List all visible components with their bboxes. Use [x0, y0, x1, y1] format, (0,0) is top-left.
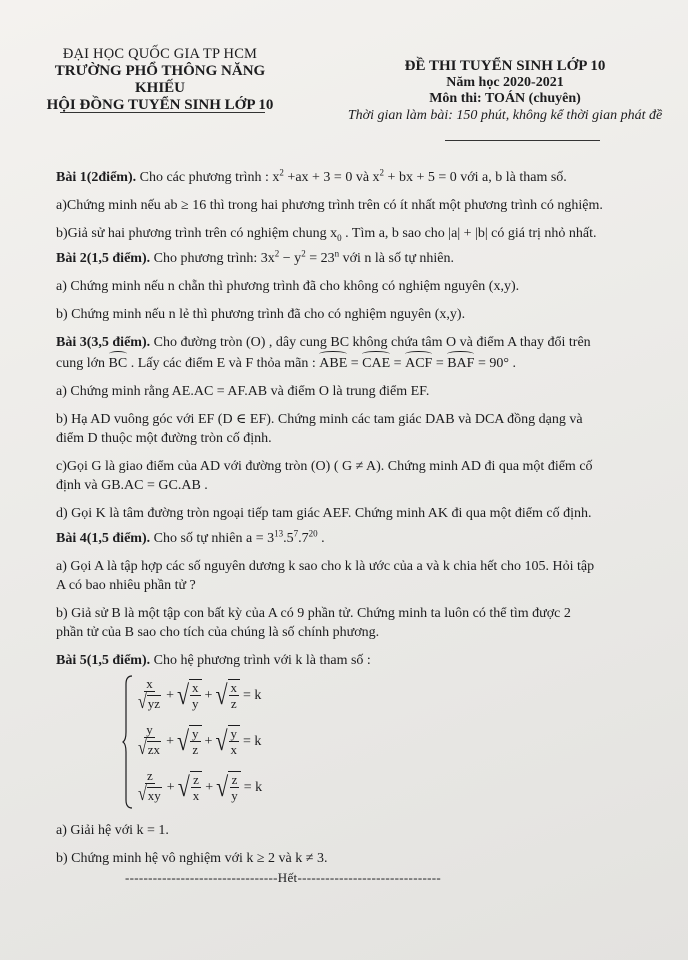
- equals-k: = k: [243, 779, 263, 795]
- bai3-part-c-2: định và GB.AC = GC.AB .: [56, 478, 208, 493]
- eq1-root2-num: x: [230, 680, 238, 695]
- bai2-part-b: b) Chứng minh nếu n lẻ thì phương trình đã cho có nghiệm nguyên (x,y).: [56, 307, 466, 322]
- eq2-root1-den: z: [192, 742, 199, 757]
- arc-bc: BC: [108, 356, 128, 371]
- bai5-title: Bài 5(1,5 điểm).: [56, 653, 151, 668]
- bai2-text: với n là số tự nhiên.: [339, 251, 455, 266]
- bai4-exp: 13: [274, 528, 284, 539]
- eq3-root2-num: z: [231, 772, 238, 787]
- plus-sign: +: [166, 779, 175, 795]
- duration: Thời gian làm bài: 150 phút, không kể thời gian phát đề: [347, 108, 663, 123]
- header-right-divider: [445, 140, 600, 141]
- header-left: [30, 46, 290, 114]
- bai1-b-text: b)Giả sử hai phương trình trên có nghiệm chung x: [56, 226, 338, 241]
- bai5-part-a: a) Giải hệ với k = 1.: [56, 823, 169, 838]
- eq2-root1-num: y: [192, 726, 199, 741]
- school-name: TRƯỜNG PHỔ THÔNG NĂNG KHIẾU: [54, 63, 266, 96]
- bai4-exp: 20: [308, 528, 318, 539]
- bai1-b-text: . Tìm a, b sao cho |a| + |b| có giá trị nhỏ nhất.: [341, 226, 597, 241]
- eq2-root2-den: x: [230, 742, 238, 757]
- plus-sign: +: [204, 733, 213, 749]
- plus-sign: +: [204, 687, 213, 703]
- equals-k: = k: [243, 687, 262, 703]
- eq3-numerator: z: [147, 768, 153, 783]
- bai3-intro: [56, 333, 676, 352]
- bai1-text: + bx + 5 = 0 với a, b là tham số.: [384, 170, 567, 185]
- bai3-part-b-1: b) Hạ AD vuông góc với EF (D ∈ EF). Chứng minh các tam giác DAB và DCA đồng dạng và: [56, 412, 583, 427]
- bai2-text: Cho phương trình: 3x: [150, 251, 275, 266]
- council-name: HỘI ĐỒNG TUYỂN SINH LỚP 10: [46, 97, 274, 113]
- bai4-title: Bài 4(1,5 điểm).: [56, 531, 151, 546]
- equation-row-1: x √ yz + √ $\frac{x}{y}$ + √ $\frac{x}{z}$ = k: [138, 676, 262, 713]
- bai3-intro-2: [56, 354, 676, 373]
- plus-sign: +: [205, 779, 214, 795]
- bai5-part-b: b) Chứng minh hệ vô nghiệm với k ≥ 2 và k ≠ 3.: [56, 851, 328, 866]
- equation-system: [122, 674, 676, 812]
- bai4-part-a-1: a) Gọi A là tập hợp các số nguyên dương k sao cho k là ước của a và k chia hết cho 105. Hỏi tập: [56, 559, 595, 574]
- eq2-root2-num: y: [230, 726, 238, 741]
- eq2-numerator: y: [146, 722, 153, 737]
- bai3-text: = 90° .: [474, 356, 516, 371]
- bai1-intro: Bài 1(2điểm). Cho các phương trình : $x^2 +ax + 3 = 0$ và $x^2$ + bx + 5 = 0 với a, b là tham số.: [56, 167, 567, 185]
- arc-baf: BAF: [447, 356, 475, 371]
- exam-body: [56, 168, 676, 868]
- bai1-text: Cho các phương trình : x: [136, 170, 280, 185]
- bai2-text: = 23: [305, 251, 335, 266]
- eq3-root2-den: y: [231, 788, 238, 803]
- bai3-part-a: a) Chứng minh rằng AE.AC = AF.AB và điểm O là trung điểm EF.: [56, 384, 430, 399]
- bai1-b-sub: 0: [337, 232, 342, 243]
- plus-sign: +: [166, 687, 174, 703]
- arc-acf: ACF: [405, 356, 433, 371]
- university-name: ĐẠI HỌC QUỐC GIA TP HCM: [62, 46, 258, 62]
- bai2-intro: Bài 2(1,5 điểm). Cho phương trình: $3x^2 - y^2 = 23^n$ với n là số tự nhiên.: [56, 248, 455, 266]
- bai3-text: cung lớn: [56, 356, 109, 371]
- arc-cae: CAE: [362, 356, 391, 371]
- bai5-intro: [56, 651, 676, 670]
- bai2-exponent: n: [334, 248, 340, 259]
- eq1-root2-den: z: [230, 696, 237, 711]
- bai4-text: Cho số tự nhiên a = 3: [150, 531, 275, 546]
- bai3-eq: =: [432, 356, 448, 371]
- subject: Môn thi: TOÁN (chuyên): [429, 91, 581, 106]
- bai3-text: Cho đường tròn (O) , dây cung BC không chứa tâm O và điểm A thay đổi trên: [150, 335, 591, 350]
- bai4-part-b-2: phần tử của B sao cho tích của chúng là số chính phương.: [56, 625, 380, 640]
- header-left-divider: [60, 112, 265, 113]
- bai2-title: Bài 2(1,5 điểm).: [56, 251, 151, 266]
- bai3-eq: =: [390, 356, 406, 371]
- eq3-root1-den: x: [192, 788, 200, 803]
- equation-row-3: z √ xy + √ $\frac{z}{x}$ + √ $\frac{z}{y}$ = k: [138, 768, 263, 805]
- bai3-part-b-2: điểm D thuộc một đường tròn cố định.: [56, 431, 272, 446]
- bai1-title: Bài 1(2điểm).: [56, 170, 137, 185]
- eq1-numerator: x: [146, 676, 153, 691]
- bai3-eq: =: [347, 356, 363, 371]
- equation-row-2: y √ zx + √ $\frac{y}{z}$ + √ $\frac{y}{x}$ = k: [138, 722, 262, 759]
- bai2-text: − y: [279, 251, 302, 266]
- bai4-text: .5: [283, 531, 294, 546]
- eq3-root1-num: z: [193, 772, 199, 787]
- exam-title: ĐỀ THI TUYỂN SINH LỚP 10: [404, 58, 606, 74]
- bai4-part-b-1: b) Giả sử B là một tập con bất kỳ của A có 9 phần tử. Chứng minh ta luôn có thể tìm được 2: [56, 606, 571, 621]
- end-marker: ---------------------------------Hết-------------------------------: [125, 870, 441, 885]
- bai4-text: .: [317, 531, 325, 546]
- equals-k: = k: [243, 733, 262, 749]
- bai1-text: +ax + 3 = 0 và x: [283, 170, 380, 185]
- eq3-denominator: xy: [147, 788, 161, 803]
- bai3-title: Bài 3(3,5 điểm).: [56, 335, 151, 350]
- arc-abe: ABE: [319, 356, 348, 371]
- eq1-denominator: yz: [147, 696, 161, 711]
- left-brace-icon: [122, 674, 134, 810]
- bai5-text: Cho hệ phương trình với k là tham số :: [150, 653, 371, 668]
- school-year: Năm học 2020-2021: [446, 75, 564, 90]
- bai2-part-a: a) Chứng minh nếu n chẵn thì phương trình đã cho không có nghiệm nguyên (x,y).: [56, 279, 520, 294]
- bai4-part-a-2: A có bao nhiêu phần tử ?: [56, 578, 196, 593]
- header-right: [325, 58, 685, 124]
- bai1-part-b: [56, 224, 676, 243]
- bai3-text: . Lấy các điểm E và F thỏa mãn :: [127, 356, 320, 371]
- bai1-part-a: a)Chứng minh nếu ab ≥ 16 thì trong hai phương trình trên có ít nhất một phương trình có nghiệm.: [56, 198, 603, 213]
- bai4-text: .7: [298, 531, 309, 546]
- bai4-intro: [56, 529, 676, 548]
- eq1-root1-num: x: [192, 680, 199, 695]
- bai3-part-d: d) Gọi K là tâm đường tròn ngoại tiếp tam giác AEF. Chứng minh AK đi qua một điểm cố định.: [56, 506, 592, 521]
- plus-sign: +: [166, 733, 174, 749]
- eq2-denominator: zx: [147, 742, 161, 757]
- bai4-exp: 7: [293, 528, 299, 539]
- eq1-root1-den: y: [192, 696, 199, 711]
- bai3-part-c-1: c)Gọi G là giao điểm của AD với đường tròn (O) ( G ≠ A). Chứng minh AD đi qua một điểm cố: [56, 459, 593, 474]
